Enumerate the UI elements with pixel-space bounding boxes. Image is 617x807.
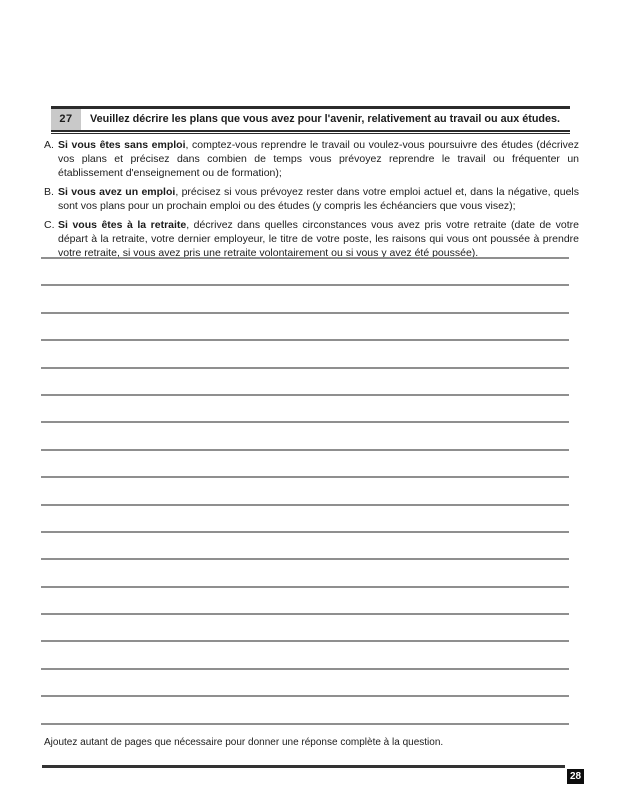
item-text-b — [58, 185, 579, 213]
answer-line — [41, 312, 569, 314]
answer-line — [41, 339, 569, 341]
footer-note: Ajoutez autant de pages que nécessaire pour donner une réponse complète à la question. — [44, 737, 444, 748]
item-lead-c: Si vous êtes à la retraite — [58, 219, 187, 232]
answer-line — [41, 558, 569, 560]
item-rest-a: , comptez-vous reprendre le travail ou voulez-vous poursuivre des études (décrivez vos plans et précisez dans combien de temps vous prévoyez reprendre le travail ou fréquenter un établissement d'enseignement ou de formation); — [58, 139, 580, 180]
item-text-a — [58, 138, 579, 181]
header-rule-bottom — [51, 130, 570, 134]
instruction-item-b — [44, 185, 579, 213]
answer-line — [41, 695, 569, 697]
answer-line — [41, 476, 569, 478]
answer-line — [41, 723, 569, 725]
answer-lines — [41, 257, 569, 750]
instruction-item-c — [44, 218, 579, 261]
instruction-list — [44, 138, 579, 265]
item-lead-a: Si vous êtes sans emploi — [58, 139, 186, 151]
item-rest-c: , décrivez dans quelles circonstances vous avez pris votre retraite (date de votre départ à la retraite, votre dernier employeur, le titre de votre poste, les raisons qui vous ont poussée à prendre votre retraite, si vous avez pris une retraite volontairement ou si vous y avez été poussée). — [58, 219, 579, 260]
answer-line — [41, 257, 569, 259]
item-letter-a: A. — [44, 139, 54, 151]
instruction-item-a — [44, 138, 579, 181]
item-text-c — [58, 218, 579, 261]
answer-line — [41, 367, 569, 369]
page-number-badge: 28 — [567, 769, 584, 784]
answer-line — [41, 531, 569, 533]
answer-line — [41, 504, 569, 506]
bottom-rule — [42, 765, 565, 768]
answer-line — [41, 668, 569, 670]
answer-line — [41, 613, 569, 615]
header-rule-top — [51, 106, 570, 109]
item-lead-b: Si vous avez un emploi — [58, 186, 176, 199]
question-number: 27 — [51, 109, 81, 130]
answer-line — [41, 449, 569, 451]
question-title: Veuillez décrire les plans que vous avez pour l'avenir, relativement au travail ou aux études. — [90, 113, 561, 125]
item-letter-b: B. — [44, 186, 54, 199]
item-letter-c: C. — [44, 219, 55, 232]
answer-line — [41, 421, 569, 423]
answer-line — [41, 586, 569, 588]
answer-line — [41, 394, 569, 396]
item-rest-b: , précisez si vous prévoyez rester dans votre emploi actuel et, dans la négative, quels sont vos plans pour un prochain emploi ou des études (y compris les échéanciers que vous visez); — [58, 186, 579, 213]
answer-line — [41, 640, 569, 642]
answer-line — [41, 284, 569, 286]
